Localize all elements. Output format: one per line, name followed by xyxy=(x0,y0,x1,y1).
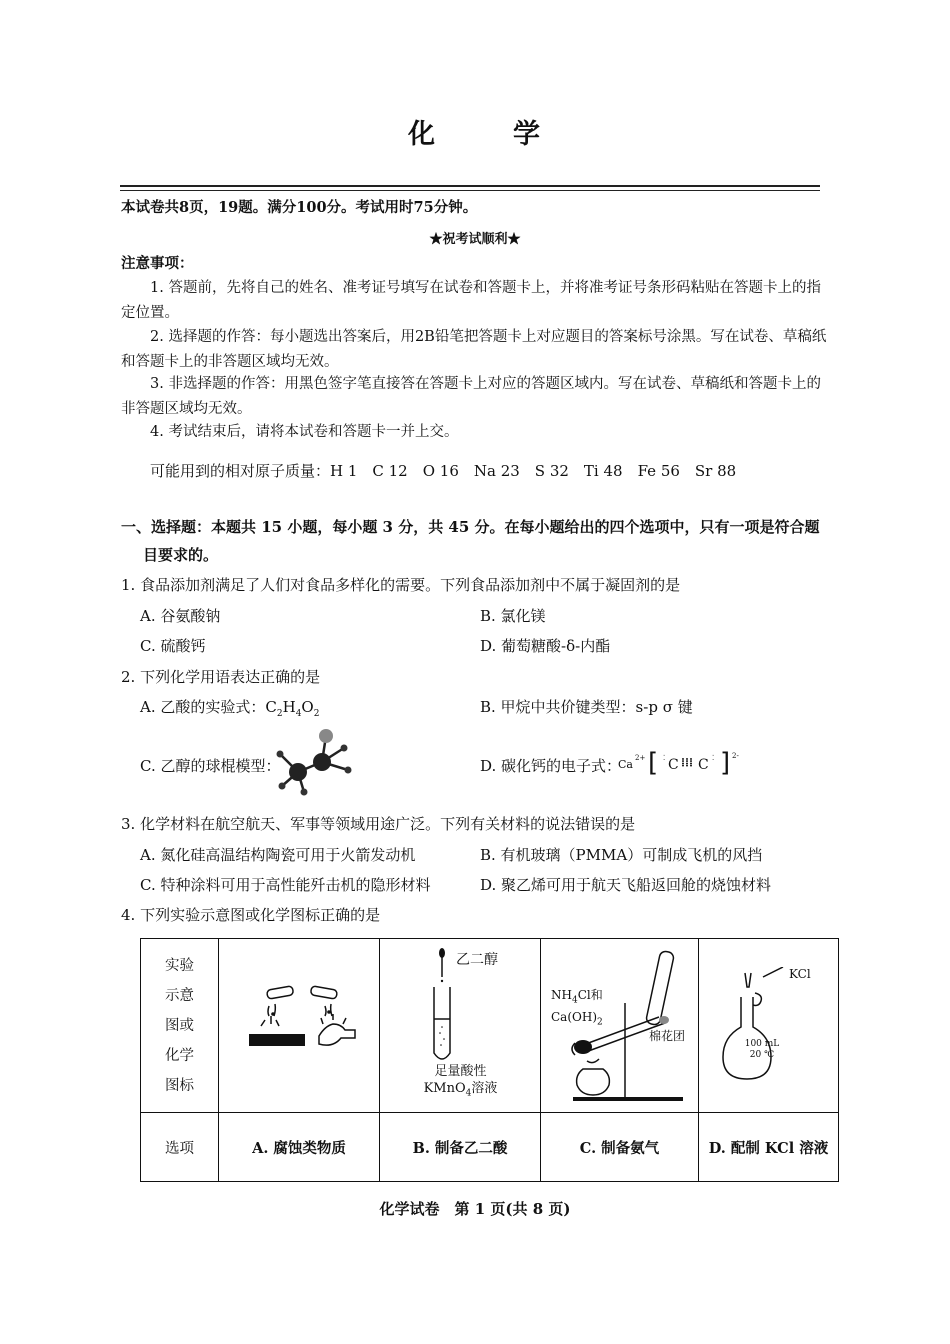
exam-wish: ★祝考试顺利★ xyxy=(429,232,521,247)
q3-option-d: D. 聚乙烯可用于航天飞船返回舱的烧蚀材料 xyxy=(480,876,772,894)
note-item: 3. 非选择题的作答：用黑色签字笔直接答在答题卡上对应的答题区域内。写在试卷、草稿纸和答题卡上的非答题区域均无效。 xyxy=(121,376,821,417)
cell-ammonia-image xyxy=(541,939,699,1113)
formula-part: 溶液 xyxy=(471,1081,498,1096)
flask-volume: 100 mL xyxy=(744,1039,780,1049)
note-item: 4. 考试结束后，请将本试卷和答题卡一并上交。 xyxy=(150,424,459,440)
formula-sub: 4 xyxy=(295,709,302,719)
reactant-line xyxy=(551,987,603,1009)
q2-option-b: B. 甲烷中共价键类型：s-p σ 键 xyxy=(480,698,693,716)
notes-heading: 注意事项： xyxy=(121,255,194,272)
row-label-line: 图标 xyxy=(165,1077,194,1094)
formula-sub: 2 xyxy=(597,1017,603,1028)
question-4-stem: 4. 下列实验示意图或化学图标正确的是 xyxy=(121,906,381,924)
q4-option-b: B. 制备乙二酸 xyxy=(380,1113,541,1182)
carbon-atom xyxy=(289,763,307,781)
q4-option-a: A. 腐蚀类物质 xyxy=(219,1113,380,1182)
cotton-label: 棉花团 xyxy=(649,1029,686,1043)
formula-part: C xyxy=(265,698,277,716)
cell-corrosive-image xyxy=(219,939,380,1113)
reagent-label: 乙二醇 xyxy=(456,952,498,968)
q1-option-d: D. 葡萄糖酸-δ-内酯 xyxy=(480,637,611,655)
question-1-stem: 1. 食品添加剂满足了人们对食品多样化的需要。下列食品添加剂中不属于凝固剂的是 xyxy=(121,576,681,594)
title-char: 学 xyxy=(513,119,542,150)
reagent-bottom-line: 足量酸性 xyxy=(434,1064,487,1079)
kcl-label: KCl xyxy=(789,967,811,981)
oxygen-atom xyxy=(319,729,333,743)
carbon-symbol: C xyxy=(668,757,679,773)
corrosive-symbol-icon xyxy=(239,984,359,1064)
formula-sub: 2 xyxy=(313,709,320,719)
cell-ethanedioic-image xyxy=(380,939,541,1113)
table-row xyxy=(141,1113,839,1182)
table-row xyxy=(141,939,839,1113)
question-2-stem: 2. 下列化学用语表达正确的是 xyxy=(121,668,321,686)
reagent-bottom-line xyxy=(380,1080,541,1103)
flask-temperature: 20 ℃ xyxy=(749,1050,775,1060)
q1-option-b: B. 氯化镁 xyxy=(480,607,546,625)
formula-part: O xyxy=(301,698,314,716)
note-item: 1. 答题前，先将自己的姓名、准考证号填写在试卷和答题卡上，并将准考证号条形码粘贴在答题卡上的指定位置。 xyxy=(121,280,821,321)
reactant-label xyxy=(551,987,603,1032)
anion-charge: 2- xyxy=(732,752,739,760)
ethanol-ball-stick-model xyxy=(270,726,360,801)
row-label-line: 图或 xyxy=(165,1017,194,1034)
q3-option-a: A. 氮化硅高温结构陶瓷可用于火箭发动机 xyxy=(140,846,416,864)
q4-option-c: C. 制备氨气 xyxy=(541,1113,699,1182)
divider xyxy=(120,190,820,191)
formula-sub: 4 xyxy=(571,995,578,1006)
row-label-line: 实验 xyxy=(165,957,194,974)
note-item: 2. 选择题的作答：每小题选出答案后，用2B铅笔把答题卡上对应题目的答案标号涂黑。写在试卷、草稿纸和答题卡上的非答题区域均无效。 xyxy=(121,329,827,370)
flask-label xyxy=(729,1039,795,1061)
question-3-stem: 3. 化学材料在航空航天、军事等领域用途广泛。下列有关材料的说法错误的是 xyxy=(121,815,636,833)
q4-option-d: D. 配制 KCl 溶液 xyxy=(699,1113,839,1182)
volumetric-flask xyxy=(719,967,799,1097)
formula-part: NH xyxy=(551,988,572,1002)
reagent-bottom-label xyxy=(380,1063,541,1103)
cell-kcl-image xyxy=(699,939,839,1113)
q1-option-c: C. 硫酸钙 xyxy=(140,637,206,655)
ca-charge: 2+ xyxy=(635,754,646,762)
title-char: 化 xyxy=(408,119,437,150)
ca-ion: Ca xyxy=(618,758,633,771)
q1-option-a: A. 谷氨酸钠 xyxy=(140,607,221,625)
page-footer: 化学试卷 第 1 页(共 8 页) xyxy=(379,1200,571,1218)
section-heading: 一、选择题：本题共 15 小题，每小题 3 分，共 45 分。在每小题给出的四个选项中，只有一项是符合题目要求的。 xyxy=(121,518,820,564)
row-label-line: 化学 xyxy=(165,1047,194,1064)
atomic-mass-line: 可能用到的相对原子质量：H 1 C 12 O 16 Na 23 S 32 Ti 48 Fe 56 Sr 88 xyxy=(150,462,737,480)
q2-a-label: A. 乙酸的实验式： xyxy=(140,698,266,716)
calcium-carbide-electron-formula: Ca 2+ [ ⁚ C ⁞⁞⁞ C ⁚ ] 2- xyxy=(618,748,739,778)
q3-option-b: B. 有机玻璃（PMMA）可制成飞机的风挡 xyxy=(480,846,763,864)
row-label xyxy=(141,939,219,1113)
experiment-table xyxy=(140,938,839,1182)
formula-sub: 4 xyxy=(465,1088,472,1099)
divider xyxy=(120,185,820,187)
row-label-line: 示意 xyxy=(165,987,194,1004)
formula-sub: 2 xyxy=(276,709,283,719)
carbon-atom xyxy=(313,753,331,771)
carbon-symbol: C xyxy=(698,757,709,773)
formula-part: H xyxy=(282,698,296,716)
formula-part: Cl和 xyxy=(577,988,603,1002)
q3-option-c: C. 特种涂料可用于高性能歼击机的隐形材料 xyxy=(140,876,431,894)
page-title xyxy=(0,112,950,151)
reactant-line xyxy=(551,1009,603,1031)
formula-part: KMnO xyxy=(423,1081,466,1096)
exam-info: 本试卷共8页，19题。满分100分。考试用时75分钟。 xyxy=(121,199,478,216)
option-row-label: 选项 xyxy=(141,1113,219,1182)
q2-option-a xyxy=(140,695,319,726)
formula-part: Ca(OH) xyxy=(551,1010,598,1025)
q2-option-c: C. 乙醇的球棍模型： xyxy=(140,757,281,775)
q2-option-d: D. 碳化钙的电子式： xyxy=(480,757,622,775)
